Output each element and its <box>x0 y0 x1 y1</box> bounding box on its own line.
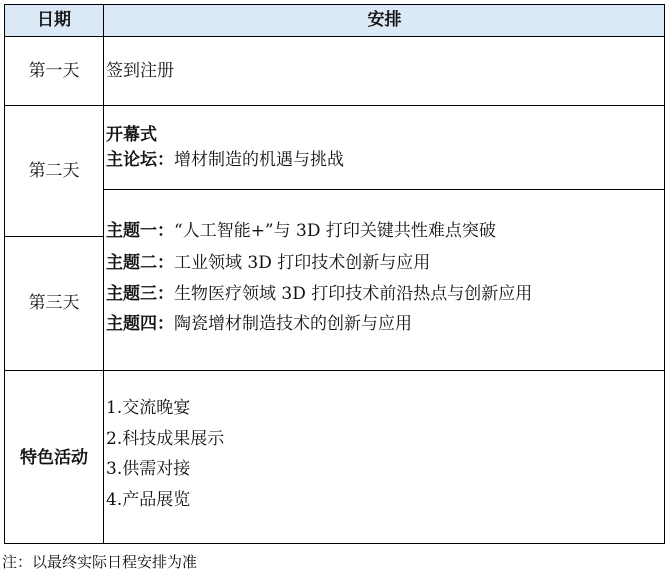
topic-3-text: 生物医疗领域 3D 打印技术前沿热点与创新应用 <box>174 284 533 304</box>
topic-2-text: 工业领域 3D 打印技术创新与应用 <box>174 253 431 273</box>
topic-2 <box>106 253 430 273</box>
footnote: 注：以最终实际日程安排为准 <box>2 553 198 571</box>
row-divider-day1 <box>4 105 665 106</box>
special-item-4: 4.产品展览 <box>106 490 191 510</box>
day1-label: 第一天 <box>28 61 80 81</box>
day3-label: 第三天 <box>28 293 80 313</box>
row-divider-day2-content <box>103 189 665 190</box>
schedule-table <box>4 4 665 544</box>
topic-4-label: 主题四： <box>106 314 174 334</box>
special-item-2: 2.科技成果展示 <box>106 429 225 449</box>
row-divider-day3 <box>4 370 665 371</box>
day1-content: 签到注册 <box>106 61 174 81</box>
topic-3 <box>106 284 532 304</box>
day2-forum <box>106 150 344 170</box>
header-date: 日期 <box>37 10 71 30</box>
topic-1-label: 主题一： <box>106 221 174 241</box>
day2-opening: 开幕式 <box>106 125 157 145</box>
special-label: 特色活动 <box>20 448 88 468</box>
day2-forum-label: 主论坛： <box>106 150 174 170</box>
special-item-3: 3.供需对接 <box>106 459 191 479</box>
topic-2-label: 主题二： <box>106 253 174 273</box>
day2-forum-text: 增材制造的机遇与挑战 <box>174 150 344 170</box>
topic-1 <box>106 221 496 241</box>
topic-1-text: “人工智能+”与 3D 打印关键共性难点突破 <box>174 221 496 241</box>
row-divider-day2-label <box>4 236 104 237</box>
special-item-1: 1.交流晚宴 <box>106 398 191 418</box>
topic-4 <box>106 314 412 334</box>
topic-4-text: 陶瓷增材制造技术的创新与应用 <box>174 314 412 334</box>
header-schedule: 安排 <box>367 10 402 30</box>
row-divider-header <box>4 36 665 37</box>
table-border-right <box>664 4 665 544</box>
day2-label: 第二天 <box>28 161 80 181</box>
topic-3-label: 主题三： <box>106 284 174 304</box>
